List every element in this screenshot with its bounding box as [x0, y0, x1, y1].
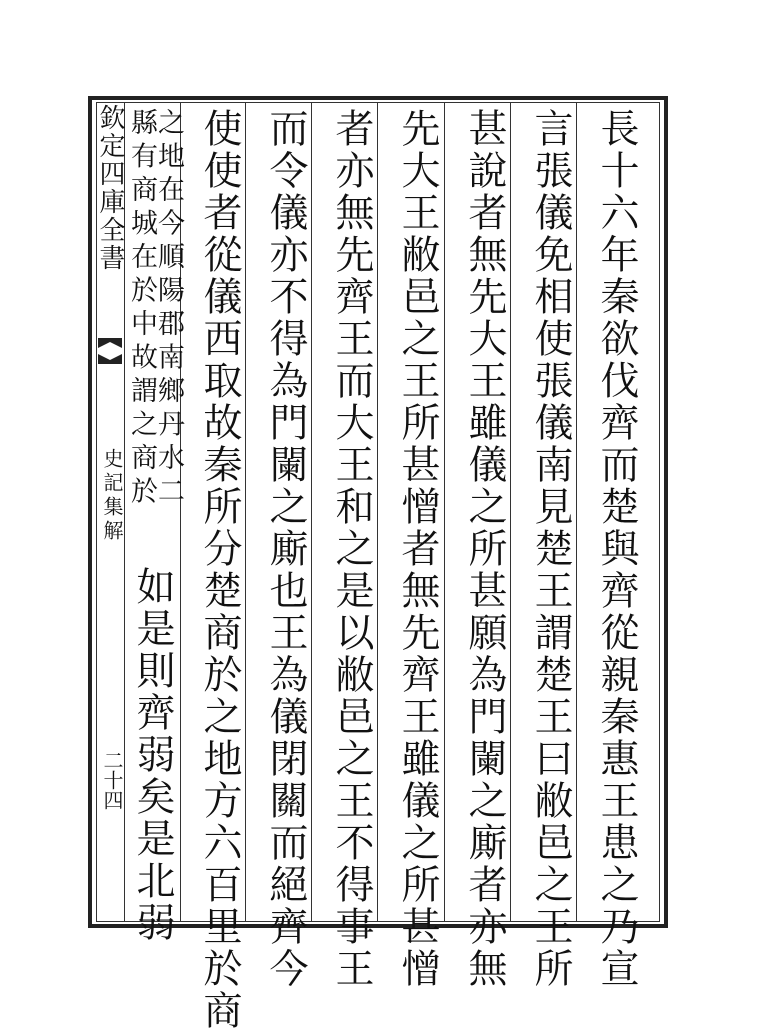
column-divider: [576, 102, 577, 922]
column-divider: [510, 102, 511, 922]
text-column-4: 先大王敝邑之王所甚憎者無先齊王雖儀之所甚憎: [395, 108, 440, 990]
book-title: 史記集解: [100, 448, 124, 544]
annotation-line-right: 之地在今順陽郡南鄉丹水二: [153, 108, 184, 510]
fish-tail-mark-icon: [98, 338, 122, 364]
column-divider: [377, 102, 378, 922]
annotation-line-left: 縣有商城在於中故謂之商於: [126, 108, 157, 510]
text-column-7: 使使者從儀西取故秦所分楚商於之地方六百里於商: [197, 108, 242, 1032]
text-column-2: 言張儀免相使張儀南見楚王謂楚王曰敝邑之王所: [528, 108, 573, 990]
text-column-5: 者亦無先齊王而大王和之是以敝邑之王不得事王: [329, 108, 374, 990]
text-column-8: 如是則齊弱矣是北弱: [130, 566, 175, 944]
column-divider: [245, 102, 246, 922]
column-divider: [311, 102, 312, 922]
library-title: 欽定四庫全書: [95, 104, 125, 272]
text-column-1: 長十六年秦欲伐齊而楚與齊從親秦惠王患之乃宣: [594, 108, 639, 990]
text-column-3: 甚說者無先大王雖儀之所甚願為門闌之廝者亦無: [462, 108, 507, 990]
text-column-6: 而令儀亦不得為門闌之廝也王為儀閉關而絕齊今: [263, 108, 308, 990]
page-number: 二十四: [100, 750, 124, 810]
column-divider: [444, 102, 445, 922]
